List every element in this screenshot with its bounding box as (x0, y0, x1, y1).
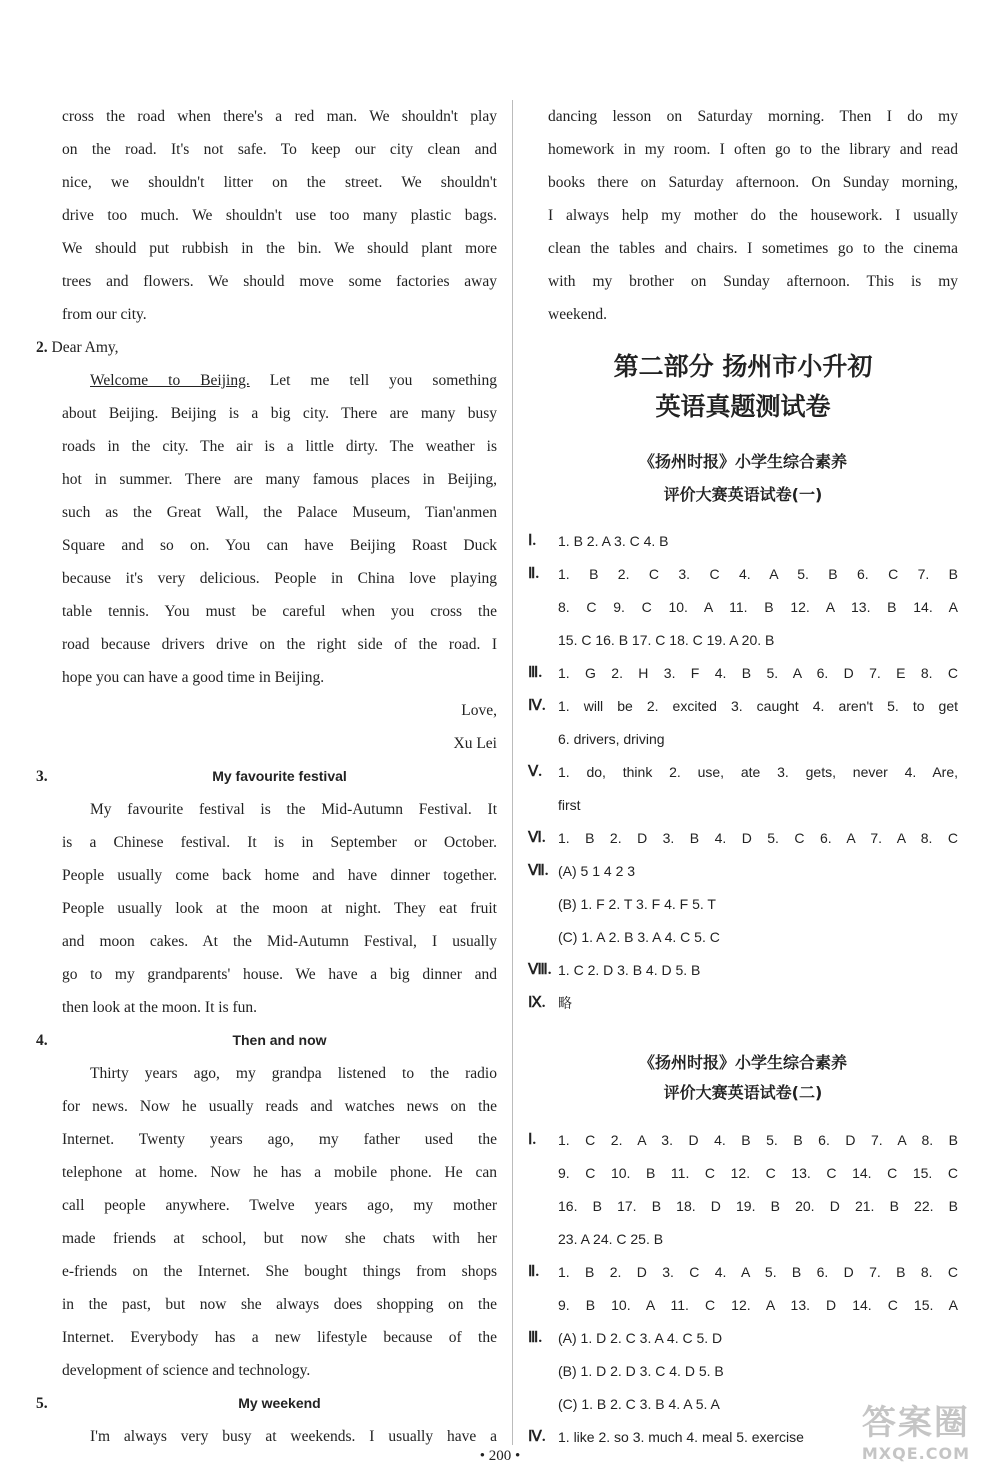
section-number: 3. (36, 768, 48, 785)
answer-row (528, 822, 958, 855)
answer-row (528, 789, 958, 822)
answer-row (528, 525, 958, 558)
answer-text: (C) 1. A 2. B 3. A 4. C 5. C (558, 929, 720, 945)
answer-row (528, 921, 958, 954)
text-line: on the road. It's not safe. To keep our city clean and (62, 141, 497, 158)
roman-numeral: Ⅶ. (528, 863, 549, 879)
text-line: People usually come back home and have dinner together. (62, 867, 497, 884)
roman-numeral: Ⅸ. (528, 995, 546, 1011)
answer-text: 9. B 10. A 11. C 12. A 13. D 14. C 15. A (558, 1297, 958, 1313)
text-line: My favourite festival is the Mid-Autumn Festival. It (90, 801, 497, 818)
text-line: in the past, but now she always does shopping on the (62, 1296, 497, 1313)
text-line: roads in the city. The air is a little dirty. The weather is (62, 438, 497, 455)
roman-numeral: Ⅱ. (528, 1264, 540, 1280)
answer-text: (A) 1. D 2. C 3. A 4. C 5. D (558, 1330, 723, 1346)
answer-row (528, 690, 958, 723)
answer-row (528, 657, 958, 690)
roman-numeral: Ⅰ. (528, 533, 537, 549)
section-5-heading (36, 1387, 497, 1420)
letter-closing: Love, (461, 702, 497, 719)
part-subtitle: 英语真题测试卷 (655, 392, 831, 421)
roman-numeral: Ⅴ. (528, 764, 543, 780)
test-2-title: 《扬州时报》小学生综合素养 (638, 1053, 847, 1072)
text-line: road because drivers drive on the right side of the road. I (62, 636, 497, 653)
text-line: homework in my room. I often go to the library and read (548, 141, 958, 158)
answer-row (528, 558, 958, 591)
text-line: books there on Saturday afternoon. On Sunday morning, (548, 174, 958, 191)
answer-text: (C) 1. B 2. C 3. B 4. A 5. A (558, 1396, 720, 1412)
answer-text: 1. B 2. A 3. C 4. B (558, 533, 669, 549)
roman-numeral: Ⅱ. (528, 566, 540, 582)
text-line: Square and so on. You can have Beijing Roast Duck (62, 537, 497, 554)
text-line: with my brother on Sunday afternoon. This is my (548, 273, 958, 290)
roman-numeral: Ⅰ. (528, 1132, 537, 1148)
roman-numeral: Ⅳ. (528, 698, 546, 714)
text-line: I always help my mother do the housework. I usually (548, 207, 958, 224)
answer-row (528, 624, 958, 657)
text-line: call people anywhere. Twelve years ago, my mother (62, 1197, 497, 1214)
test-2-subtitle: 评价大赛英语试卷(二) (663, 1083, 823, 1102)
roman-numeral: Ⅲ. (528, 665, 543, 681)
text-line: weekend. (548, 306, 607, 323)
answer-text: 1. do, think 2. use, ate 3. gets, never 4. Are, (558, 764, 958, 780)
text-line: We should put rubbish in the bin. We should plant more (62, 240, 497, 257)
essay-title: My favourite festival (212, 768, 347, 784)
left-column (36, 100, 497, 1453)
answer-text: 1. B 2. C 3. C 4. A 5. B 6. C 7. B (558, 566, 958, 582)
letter-greeting-row (36, 331, 497, 364)
test-1-answers (528, 525, 958, 1020)
text-line: about Beijing. Beijing is a big city. There are many busy (62, 405, 497, 422)
text-line: telephone at home. Now he has a mobile phone. He can (62, 1164, 497, 1181)
text-line: Internet. Twenty years ago, my father used the (62, 1131, 497, 1148)
answer-text: (B) 1. F 2. T 3. F 4. F 5. T (558, 896, 716, 912)
text-line: Thirty years ago, my grandpa listened to the radio (90, 1065, 497, 1082)
watermark-url: MXQE.COM (861, 1444, 970, 1463)
roman-numeral: Ⅳ. (528, 1429, 546, 1445)
essay-title: Then and now (232, 1032, 327, 1048)
answer-text: 6. drivers, driving (558, 731, 665, 747)
test-1-title: 《扬州时报》小学生综合素养 (638, 452, 847, 471)
answer-text: 9. C 10. B 11. C 12. C 13. C 14. C 15. C (558, 1165, 958, 1181)
answer-text: 16. B 17. B 18. D 19. B 20. D 21. B 22. B (558, 1198, 958, 1214)
letter-signature: Xu Lei (453, 735, 497, 752)
section-4-heading (36, 1024, 497, 1057)
text-line: cross the road when there's a red man. We shouldn't play (62, 108, 497, 125)
watermark-text: 答案圈 (861, 1403, 970, 1443)
text-line: table tennis. You must be careful when you cross the (62, 603, 497, 620)
text-line: clean the tables and chairs. I sometimes go to the cinema (548, 240, 958, 257)
section-2-letter (36, 331, 497, 364)
roman-numeral: Ⅵ. (528, 830, 546, 846)
answer-row (528, 1223, 958, 1256)
answer-row (528, 1289, 958, 1322)
letter-first-line (62, 364, 497, 397)
roman-numeral: Ⅷ. (528, 962, 552, 978)
right-column (528, 100, 958, 1454)
text-line: and moon cakes. At the Mid-Autumn Festival, I usually (62, 933, 497, 950)
answer-row (528, 723, 958, 756)
answer-row (528, 1190, 958, 1223)
answer-text: 1. will be 2. excited 3. caught 4. aren't 5. to get (558, 698, 958, 714)
text-line: such as the Great Wall, the Palace Museum, Tian'anmen (62, 504, 497, 521)
answer-text: first (558, 797, 581, 813)
answer-row (528, 1256, 958, 1289)
answer-text: 1. C 2. D 3. B 4. D 5. B (558, 962, 701, 978)
section-1-continuation (62, 100, 497, 331)
text-line: I'm always very busy at weekends. I usually have a (90, 1428, 497, 1445)
text-line: e-friends on the Internet. She bought things from shops (62, 1263, 497, 1280)
section-number: 2. (36, 339, 48, 356)
text-line: then look at the moon. It is fun. (62, 999, 258, 1016)
text-line: People usually look at the moon at night. They eat fruit (62, 900, 497, 917)
section-5-continuation (528, 100, 958, 331)
answer-row (528, 954, 958, 987)
answer-text: 23. A 24. C 25. B (558, 1231, 664, 1247)
text-line: dancing lesson on Saturday morning. Then I do my (548, 108, 958, 125)
answer-text: 8. C 9. C 10. A 11. B 12. A 13. B 14. A (558, 599, 958, 615)
answer-text: 略 (558, 995, 572, 1011)
answer-text: 1. G 2. H 3. F 4. B 5. A 6. D 7. E 8. C (558, 665, 958, 681)
answer-text: 1. B 2. D 3. B 4. D 5. C 6. A 7. A 8. C (558, 830, 958, 846)
column-divider (512, 100, 513, 1445)
answer-text: 15. C 16. B 17. C 18. C 19. A 20. B (558, 632, 775, 648)
text-line: development of science and technology. (62, 1362, 311, 1379)
essay-title: My weekend (238, 1395, 321, 1411)
answer-row (528, 1355, 958, 1388)
text-line: for news. Now he usually reads and watches news on the (62, 1098, 497, 1115)
letter-opening: Welcome to Beijing. (90, 372, 250, 389)
text-line: hope you can have a good time in Beijing. (62, 669, 325, 686)
part-title: 第二部分 扬州市小升初 (613, 352, 873, 381)
text-line: is a Chinese festival. It is in September or October. (62, 834, 497, 851)
roman-numeral: Ⅲ. (528, 1330, 543, 1346)
answer-row (528, 855, 958, 888)
answer-row (528, 591, 958, 624)
answer-row (528, 888, 958, 921)
answer-text: (A) 5 1 4 2 3 (558, 863, 636, 879)
text-line: made friends at school, but now she chats with her (62, 1230, 497, 1247)
text-line: Internet. Everybody has a new lifestyle because of the (62, 1329, 497, 1346)
answer-text: 1. like 2. so 3. much 4. meal 5. exercise (558, 1429, 804, 1445)
section-number: 4. (36, 1032, 48, 1049)
answer-text: 1. B 2. D 3. C 4. A 5. B 6. D 7. B 8. C (558, 1264, 958, 1280)
answer-text: 1. C 2. A 3. D 4. B 5. B 6. D 7. A 8. B (558, 1132, 958, 1148)
page-number: • 200 • (479, 1448, 521, 1464)
watermark-logo (862, 1395, 970, 1463)
text-line: trees and flowers. We should move some factories away (62, 273, 497, 290)
letter-opening-rest: Let me tell you something (249, 372, 497, 389)
answer-row (528, 1322, 958, 1355)
answer-row (528, 1157, 958, 1190)
section-3-heading (36, 760, 497, 793)
text-line: nice, we shouldn't litter on the street. We shouldn't (62, 174, 497, 191)
section-number: 5. (36, 1395, 48, 1412)
answer-row (528, 987, 958, 1020)
letter-greeting: Dear Amy, (51, 339, 119, 356)
text-line: from our city. (62, 306, 147, 323)
test-1-subtitle: 评价大赛英语试卷(一) (663, 485, 823, 504)
answer-text: (B) 1. D 2. D 3. C 4. D 5. B (558, 1363, 724, 1379)
answer-row (528, 756, 958, 789)
answer-row (528, 1124, 958, 1157)
text-line: drive too much. We shouldn't use too many plastic bags. (62, 207, 497, 224)
text-line: go to my grandparents' house. We have a big dinner and (62, 966, 497, 983)
text-line: hot in summer. There are many famous places in Beijing, (62, 471, 497, 488)
text-line: because it's very delicious. People in China love playing (62, 570, 497, 587)
